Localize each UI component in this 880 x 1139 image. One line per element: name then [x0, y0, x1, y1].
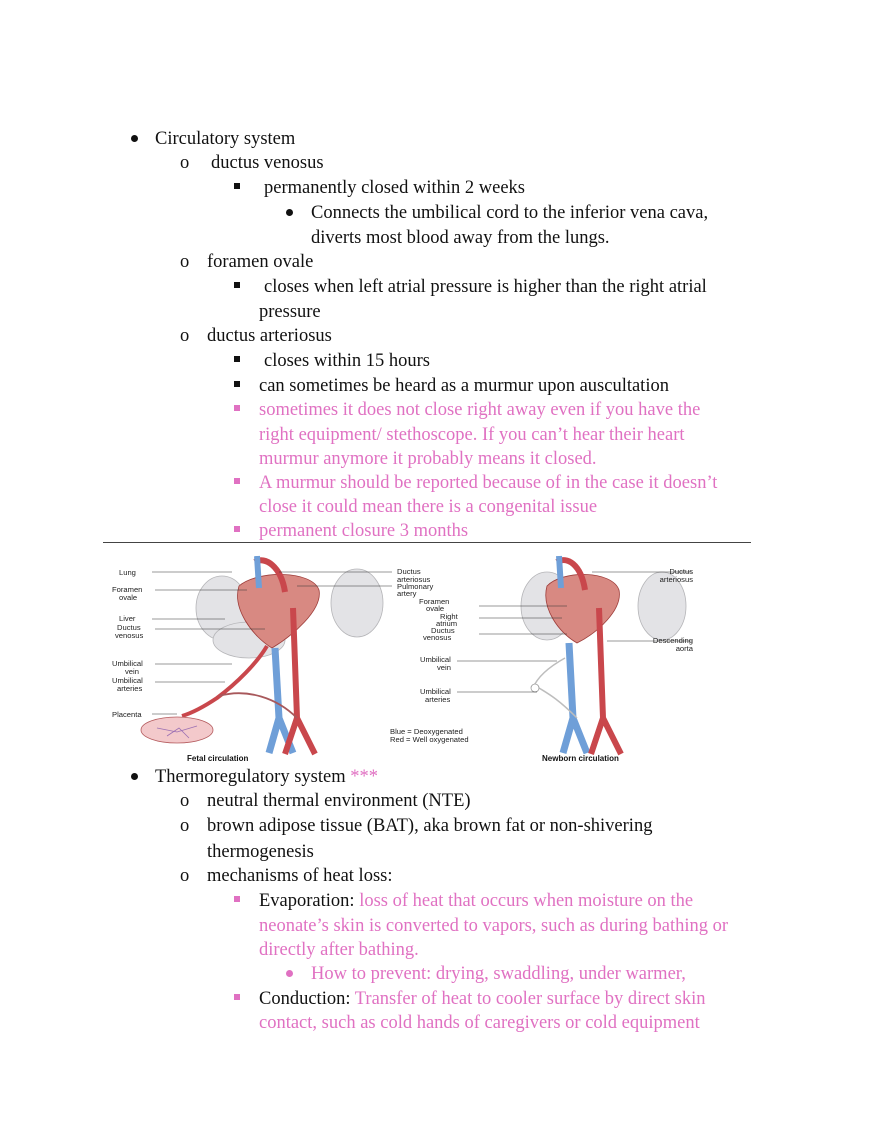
bullet-icon — [131, 135, 138, 142]
evaporation-prevent: How to prevent: drying, swaddling, under warmer, — [311, 964, 686, 984]
thermo-heading-line — [155, 765, 378, 789]
horizontal-divider — [103, 542, 751, 543]
conduction-term: Conduction: — [259, 989, 351, 1009]
label-descending-aorta-2: aorta — [675, 644, 693, 653]
ductus-venosus-label: ductus venosus — [211, 153, 324, 173]
ductus-venosus-detail-2: diverts most blood away from the lungs. — [311, 228, 610, 248]
fetal-caption: Fetal circulation — [187, 754, 249, 763]
square-bullet-icon — [234, 478, 240, 484]
legend-line-2: Red = Well oxygenated — [390, 735, 469, 744]
hollow-bullet-icon: o — [180, 252, 190, 272]
square-bullet-icon — [234, 356, 240, 362]
label-umbilical-arteries-2: arteries — [425, 695, 451, 704]
label-umbilical-arteries-1: Umbilical — [112, 676, 143, 685]
bullet-icon — [131, 773, 138, 780]
label-pulmonary-artery-1: Pulmonary — [397, 582, 434, 591]
conduction-def-2: contact, such as cold hands of caregivers or cold equipment — [259, 1013, 700, 1033]
label-foramen-ovale-1: Foramen — [419, 597, 450, 606]
ductus-arteriosus-item-3-line-3: murmur anymore it probably means it closed. — [259, 449, 597, 469]
ductus-arteriosus-item-4-line-1: A murmur should be reported because of in the case it doesn’t — [259, 473, 718, 493]
ductus-arteriosus-item-4-line-2: close it could mean there is a congenital issue — [259, 497, 598, 517]
ductus-venosus-detail-1: Connects the umbilical cord to the inferior vena cava, — [311, 203, 709, 223]
square-bullet-icon — [234, 183, 240, 189]
hollow-bullet-icon: o — [180, 866, 190, 886]
mechanisms-item: mechanisms of heat loss: — [207, 866, 393, 886]
square-bullet-icon — [234, 381, 240, 387]
ductus-arteriosus-label: ductus arteriosus — [207, 326, 332, 346]
square-bullet-icon — [234, 526, 240, 532]
square-bullet-icon — [234, 896, 240, 902]
label-umbilical-vein-1: Umbilical — [420, 655, 451, 664]
square-bullet-icon — [234, 405, 240, 411]
newborn-ivc-shape — [563, 643, 587, 753]
hollow-bullet-icon: o — [180, 816, 190, 836]
label-descending-aorta-1: Descending — [652, 636, 693, 645]
hollow-bullet-icon: o — [180, 153, 190, 173]
bat-item-line-1: brown adipose tissue (BAT), aka brown fat or non-shivering — [207, 816, 653, 836]
bullet-icon — [286, 970, 293, 977]
newborn-caption: Newborn circulation — [542, 754, 619, 763]
evaporation-def-1: loss of heat that occurs when moisture on the — [359, 891, 694, 911]
label-ductus-venosus-2: venosus — [423, 633, 452, 642]
label-ductus-venosus-1: Ductus — [431, 626, 455, 635]
label-ductus-arteriosus-2: arteriosus — [659, 575, 693, 584]
evaporation-term: Evaporation: — [259, 891, 355, 911]
label-umbilical-arteries-2: arteries — [117, 684, 143, 693]
label-ductus-venosus-2: venosus — [115, 631, 144, 640]
foramen-ovale-closure-1: closes when left atrial pressure is higher than the right atrial — [264, 277, 707, 297]
label-lung: Lung — [119, 568, 136, 577]
umbilical-artery-shape — [219, 693, 297, 718]
ductus-arteriosus-item-1: closes within 15 hours — [264, 351, 430, 371]
label-umbilical-vein-2: vein — [437, 663, 451, 672]
hollow-bullet-icon: o — [180, 791, 190, 811]
ductus-venosus-closure: permanently closed within 2 weeks — [264, 178, 525, 198]
svc-shape — [257, 556, 259, 588]
bullet-icon — [286, 209, 293, 216]
label-ductus-arteriosus-1: Ductus — [669, 567, 693, 576]
placenta-shape — [141, 717, 213, 743]
fetal-diagram — [112, 556, 433, 763]
ductus-arteriosus-item-3-line-2: right equipment/ stethoscope. If you can’t hear their heart — [259, 425, 685, 445]
umbilicus-shape — [531, 684, 539, 692]
bat-item-line-2: thermogenesis — [207, 842, 314, 862]
foramen-ovale-closure-2: pressure — [259, 302, 321, 322]
label-placenta: Placenta — [112, 710, 142, 719]
label-foramen-2: ovale — [119, 593, 138, 602]
hollow-bullet-icon: o — [180, 326, 190, 346]
evaporation-line-1 — [259, 889, 693, 913]
conduction-line-1 — [259, 987, 705, 1011]
ductus-arteriosus-item-2: can sometimes be heard as a murmur upon auscultation — [259, 376, 669, 396]
label-umbilical-arteries-1: Umbilical — [420, 687, 451, 696]
square-bullet-icon — [234, 994, 240, 1000]
thermo-stars: *** — [350, 767, 378, 787]
label-umbilical-vein-1: Umbilical — [112, 659, 143, 668]
label-ductus-venosus-1: Ductus — [117, 623, 141, 632]
conduction-def-1: Transfer of heat to cooler surface by direct skin — [354, 989, 706, 1009]
ductus-arteriosus-item-3-line-1: sometimes it does not close right away even if you have the — [259, 400, 701, 420]
label-umbilical-vein-2: vein — [125, 667, 139, 676]
label-ductus-arteriosus-1: Ductus — [397, 567, 421, 576]
nte-item: neutral thermal environment (NTE) — [207, 791, 471, 811]
thermo-heading: Thermoregulatory system — [155, 767, 346, 787]
newborn-diagram — [390, 556, 694, 763]
svc-shape — [559, 556, 561, 588]
evaporation-def-3: directly after bathing. — [259, 940, 419, 960]
foramen-ovale-label: foramen ovale — [207, 252, 314, 272]
label-right-atrium-1: Right — [440, 612, 458, 621]
label-pulmonary-artery-2: artery — [397, 589, 417, 598]
label-right-atrium-2: atrium — [436, 619, 458, 628]
label-ductus-arteriosus-2: arteriosus — [397, 575, 431, 584]
square-bullet-icon — [234, 282, 240, 288]
right-lung-shape — [331, 569, 383, 637]
circulatory-heading: Circulatory system — [155, 129, 296, 149]
label-liver: Liver — [119, 614, 136, 623]
label-foramen-1: Foramen — [112, 585, 143, 594]
evaporation-def-2: neonate’s skin is converted to vapors, such as during bathing or — [259, 916, 729, 936]
ductus-arteriosus-item-5: permanent closure 3 months — [259, 521, 469, 541]
label-foramen-ovale-2: ovale — [426, 604, 445, 613]
circulation-diagram — [107, 548, 693, 764]
legend-line-1: Blue = Deoxygenated — [390, 727, 463, 736]
